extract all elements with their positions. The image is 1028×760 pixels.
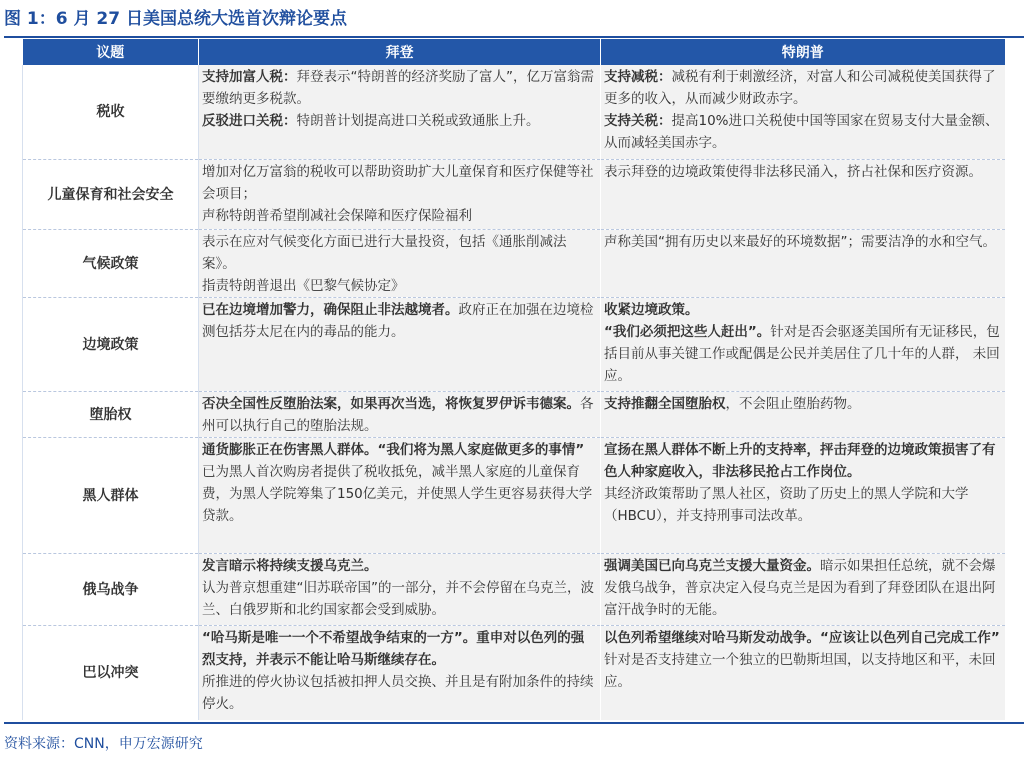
point-text: 针对是否支持建立一个独立的巴勒斯坦国，以支持地区和平，未回应。 <box>604 651 996 690</box>
table-row <box>23 391 1005 437</box>
trump-point <box>604 321 1002 387</box>
biden-position-cell <box>199 553 601 625</box>
point-emphasis: 收紧边境政策。 <box>604 301 699 318</box>
trump-position-cell <box>601 65 1005 159</box>
point-text: 其经济政策帮助了黑人社区，资助了历史上的黑人学院和大学（HBCU），并支持刑事司法改革。 <box>604 485 969 524</box>
trump-position-cell <box>601 229 1005 297</box>
biden-position-cell <box>199 625 601 720</box>
topic-cell: 俄乌战争 <box>23 553 199 625</box>
point-emphasis: 反驳进口关税： <box>202 113 297 129</box>
biden-point <box>202 577 597 621</box>
topic-cell: 边境政策 <box>23 297 199 391</box>
point-emphasis: 发言暗示将持续支援乌克兰。 <box>202 557 378 574</box>
table-row <box>23 65 1005 159</box>
trump-point <box>604 649 1002 693</box>
biden-point <box>202 299 597 343</box>
biden-point <box>202 66 597 110</box>
point-emphasis: “哈马斯是唯一一个不希望战争结束的一方”。重申对以色列的强烈支持，并表示不能让哈马斯继续存在。 <box>202 629 585 668</box>
point-emphasis: 支持加富人税： <box>202 69 297 85</box>
table-row <box>23 297 1005 391</box>
biden-point <box>202 671 597 715</box>
point-emphasis: 支持推翻全国堕胎权 <box>604 395 726 412</box>
point-text: ，不会阻止堕胎药物。 <box>725 395 861 412</box>
point-emphasis: 通货膨胀正在伤害黑人群体。“我们将为黑人家庭做更多的事情” <box>202 441 585 458</box>
point-text: 减税有利于刺激经济，对富人和公司减税使美国获得了更多的收入，从而减少财政赤字。 <box>604 69 996 107</box>
title-divider <box>4 36 1024 38</box>
trump-point <box>604 161 1002 183</box>
trump-position-cell <box>601 391 1005 437</box>
figure-title: 图 1：6 月 27 日美国总统大选首次辩论要点 <box>4 9 347 29</box>
trump-position-cell <box>601 625 1005 720</box>
biden-point <box>202 393 597 437</box>
topic-cell: 气候政策 <box>23 229 199 297</box>
biden-position-cell <box>199 437 601 553</box>
point-emphasis: 已在边境增加警力，确保阻止非法越境者。 <box>202 301 459 318</box>
trump-point <box>604 299 1002 321</box>
point-emphasis: 以色列希望继续对哈马斯发动战争。“应该让以色列自己完成工作” <box>604 629 1000 646</box>
biden-position-cell <box>199 391 601 437</box>
footer-divider <box>4 722 1024 724</box>
header-biden: 拜登 <box>199 39 601 65</box>
point-emphasis: 支持减税： <box>604 69 672 85</box>
point-text: 表示在应对气候变化方面已进行大量投资，包括《通胀削减法案》。 <box>202 233 567 272</box>
biden-position-cell <box>199 65 601 159</box>
header-trump: 特朗普 <box>601 39 1005 65</box>
trump-point <box>604 66 1002 110</box>
point-text: 暗示如果担任总统，就不会爆发俄乌战争，普京决定入侵乌克兰是因为看到了拜登团队在退出阿富汗战争时的无能。 <box>604 557 996 618</box>
point-emphasis: “我们必须把这些人赶出”。 <box>604 323 771 340</box>
point-text: 已为黑人首次购房者提供了税收抵免，减半黑人家庭的儿童保育费，为黑人学院筹集了150亿美元，并使黑人学生更容易获得大学贷款。 <box>202 463 593 524</box>
point-text: 拜登表示“特朗普的经济奖励了富人”，亿万富翁需要缴纳更多税款。 <box>202 69 594 107</box>
table-row <box>23 625 1005 720</box>
point-text: 各州可以执行自己的堕胎法规。 <box>202 395 594 434</box>
table-row <box>23 553 1005 625</box>
biden-point <box>202 161 597 205</box>
table-row <box>23 229 1005 297</box>
biden-position-cell <box>199 159 601 229</box>
topic-cell: 税收 <box>23 65 199 159</box>
table-row <box>23 437 1005 553</box>
point-text: 声称特朗普希望削减社会保障和医疗保险福利 <box>202 207 472 224</box>
biden-point <box>202 555 597 577</box>
biden-point <box>202 275 597 297</box>
point-emphasis: 宣扬在黑人群体不断上升的支持率，抨击拜登的边境政策损害了有色人种家庭收入，非法移民抢占工作岗位。 <box>604 441 996 480</box>
trump-point <box>604 627 1002 649</box>
biden-point <box>202 205 597 227</box>
biden-position-cell <box>199 297 601 391</box>
trump-position-cell <box>601 437 1005 553</box>
trump-point <box>604 483 1002 527</box>
trump-point <box>604 439 1002 483</box>
trump-point <box>604 393 1002 415</box>
point-emphasis: 强调美国已向乌克兰支援大量资金。 <box>604 557 820 574</box>
point-text: 针对是否会驱逐美国所有无证移民，包括目前从事关键工作或配偶是公民并美居住了几十年的人群， 未回应。 <box>604 323 1000 384</box>
biden-point <box>202 110 597 132</box>
point-text: 声称美国“拥有历史以来最好的环境数据”；需要洁净的水和空气。 <box>604 233 996 250</box>
biden-point <box>202 439 597 461</box>
trump-position-cell <box>601 159 1005 229</box>
topic-cell: 儿童保育和社会安全 <box>23 159 199 229</box>
biden-point <box>202 627 597 671</box>
topic-cell: 黑人群体 <box>23 437 199 553</box>
point-text: 指责特朗普退出《巴黎气候协定》 <box>202 277 405 294</box>
trump-point <box>604 555 1002 621</box>
point-text: 政府正在加强在边境检测包括芬太尼在内的毒品的能力。 <box>202 301 594 340</box>
point-text: 所推进的停火协议包括被扣押人员交换、并且是有附加条件的持续停火。 <box>202 673 594 712</box>
point-text: 增加对亿万富翁的税收可以帮助资助扩大儿童保育和医疗保健等社会项目； <box>202 163 594 202</box>
source-note: 资料来源：CNN，申万宏源研究 <box>4 736 203 752</box>
trump-point <box>604 110 1002 154</box>
debate-table <box>22 39 1005 720</box>
point-text: 特朗普计划提高进口关税或致通胀上升。 <box>296 113 540 129</box>
table-row <box>23 159 1005 229</box>
topic-cell: 巴以冲突 <box>23 625 199 720</box>
topic-cell: 堕胎权 <box>23 391 199 437</box>
point-emphasis: 否决全国性反堕胎法案，如果再次当选，将恢复罗伊诉韦德案。 <box>202 395 580 412</box>
biden-point <box>202 231 597 275</box>
table-body <box>23 65 1005 720</box>
biden-point <box>202 461 597 527</box>
trump-position-cell <box>601 553 1005 625</box>
header-topic: 议题 <box>23 39 199 65</box>
trump-point <box>604 231 1002 253</box>
point-emphasis: 支持关税： <box>604 113 672 129</box>
point-text: 提高10%进口关税使中国等国家在贸易支付大量金额、从而减轻美国赤字。 <box>604 113 999 151</box>
trump-position-cell <box>601 297 1005 391</box>
biden-position-cell <box>199 229 601 297</box>
point-text: 认为普京想重建“旧苏联帝国”的一部分，并不会停留在乌克兰，波兰、白俄罗斯和北约国家都会受到威胁。 <box>202 579 594 618</box>
point-text: 表示拜登的边境政策使得非法移民涌入，挤占社保和医疗资源。 <box>604 163 982 180</box>
table-header-row <box>23 39 1005 65</box>
